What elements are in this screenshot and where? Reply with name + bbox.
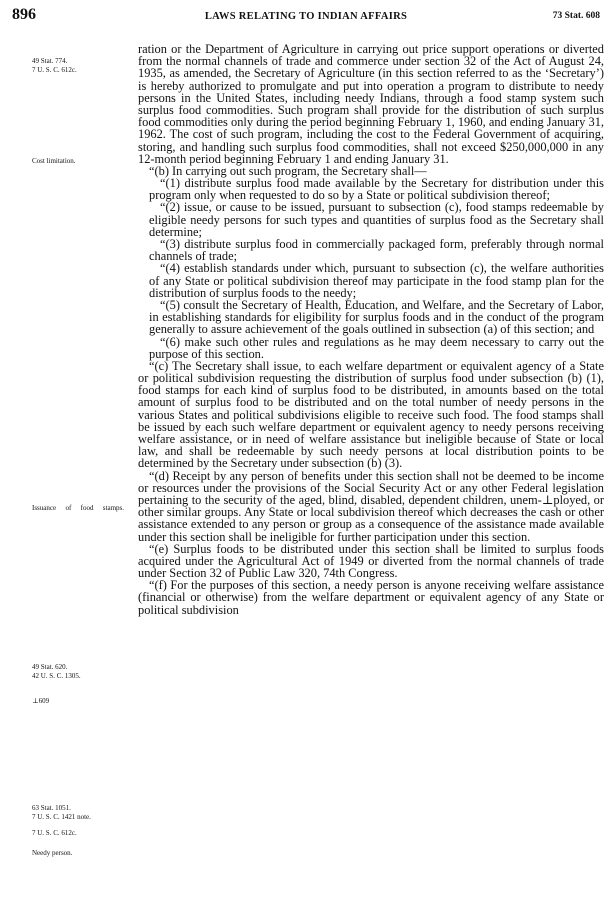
margin-notes bbox=[0, 0, 135, 909]
paragraph-e: “(e) Surplus foods to be distributed under this section shall be limited to surplus foods acquired under the Agricultural Act of 1949 or diverted from the normal channels of trade under Section 32 of Public Law 320, 74th Congress. bbox=[138, 541, 604, 581]
statute-reference: 73 Stat. 608 bbox=[552, 11, 600, 21]
paragraph-d: “(d) Receipt by any person of benefits under this section shall not be deemed to be income or resources under the provisions of the Social Security Act or any other Federal legislation pertaining to the security of the aged, blind, disabled, dependent children, unem-⊥ployed, or other similar groups. Any State or local subdivision thereof which decreases the cash or other assistance extended to any person or group as a consequence of the assistance made available under this section shall be ineligible for further participation under this section. bbox=[138, 468, 604, 544]
clause-b1: “(1) distribute surplus food made available by the Secretary for distribution under this program only when requested to do so by a State or political subdivision thereof; bbox=[149, 176, 604, 203]
paragraph-b: “(b) In carrying out such program, the Secretary shall— bbox=[149, 163, 427, 178]
margin-note-needy-person: Needy person. bbox=[32, 849, 73, 857]
margin-note-social-security-citation: 49 Stat. 620. 42 U. S. C. 1305. bbox=[32, 663, 81, 680]
statute-body bbox=[138, 43, 604, 616]
margin-note-agricultural-act-citation: 63 Stat. 1051. 7 U. S. C. 1421 note. bbox=[32, 804, 91, 821]
margin-note-usc-citation: 7 U. S. C. 612c. bbox=[32, 829, 77, 837]
running-head: LAWS RELATING TO INDIAN AFFAIRS bbox=[204, 11, 408, 22]
page-number: 896 bbox=[12, 6, 36, 23]
clause-b5: “(5) consult the Secretary of Health, Education, and Welfare, and the Secretary of Labor, in establishing standards for eligibility for surplus foods and in the conduct of the program generally to assure achievement of the goals outlined in subsection (a) of this section; and bbox=[149, 297, 604, 337]
paragraph-f: “(f) For the purposes of this section, a needy person is anyone receiving welfare assistance (financial or otherwise) from the welfare department or equivalent agency of any State or political subdivision bbox=[138, 578, 604, 617]
margin-note-page-break-marker: ⊥609 bbox=[32, 697, 50, 705]
margin-note-issuance-of-food-stamps: Issuance of food stamps. bbox=[32, 504, 124, 512]
paragraph-c: “(c) The Secretary shall issue, to each welfare department or equivalent agency of a State or political subdivision requesting the distribution of surplus food under subsection (b) (1), food stamps for each kind of surplus food to be distributed, in amounts based on the total amount of surplus food to be distributed and on the total number of needy persons in the various States and political subdivisions eligible to receive such food. The food stamps shall be issued by each such welfare department or equivalent agency to needy persons receiving welfare assistance, or in need of welfare assistance but ineligible because of State or local law, and shall be redeemable by such needy persons at local distribution points to be determined by the Secretary under subsection (b) (3). bbox=[138, 358, 604, 471]
clause-b3: “(3) distribute surplus food in commercially packaged form, preferably through normal channels of trade; bbox=[149, 237, 604, 264]
clause-b6: “(6) make such other rules and regulations as he may deem necessary to carry out the purpose of this section. bbox=[149, 334, 604, 361]
margin-note-stat-citation: 49 Stat. 774. 7 U. S. C. 612c. bbox=[32, 57, 77, 74]
clause-b4: “(4) establish standards under which, pursuant to subsection (c), the welfare authorities of any State or political subdivision thereof may participate in the food stamp plan for the distribution of surplus foods to the needy; bbox=[149, 261, 604, 300]
margin-note-cost-limitation: Cost limitation. bbox=[32, 157, 76, 165]
paragraph-a-continuation: ration or the Department of Agriculture in carrying out price support operations or diverted from the normal channels of trade and commerce under section 32 of the Act of August 24, 1935, as amended, the Secretary of Agriculture (in this section referred to as the ‘Secretary’) is hereby authorized to promulgate and put into operation a program to distribute to needy persons in the United States, including needy Indians, through a food stamp system such surplus food commodities. Such program shall provide for the distribution of such surplus food commodities only during the period beginning February 1, 1960, and ending January 31, 1962. The cost of such program, including the cost to the Federal Government of acquiring, storing, and handling such surplus food commodities, shall not exceed $250,000,000 in any 12-month period beginning February 1 and ending January 31. bbox=[138, 42, 604, 166]
clause-b2: “(2) issue, or cause to be issued, pursuant to subsection (c), food stamps redeemable by eligible needy persons for such types and quantities of surplus food as the Secretary shall determine; bbox=[149, 200, 604, 239]
